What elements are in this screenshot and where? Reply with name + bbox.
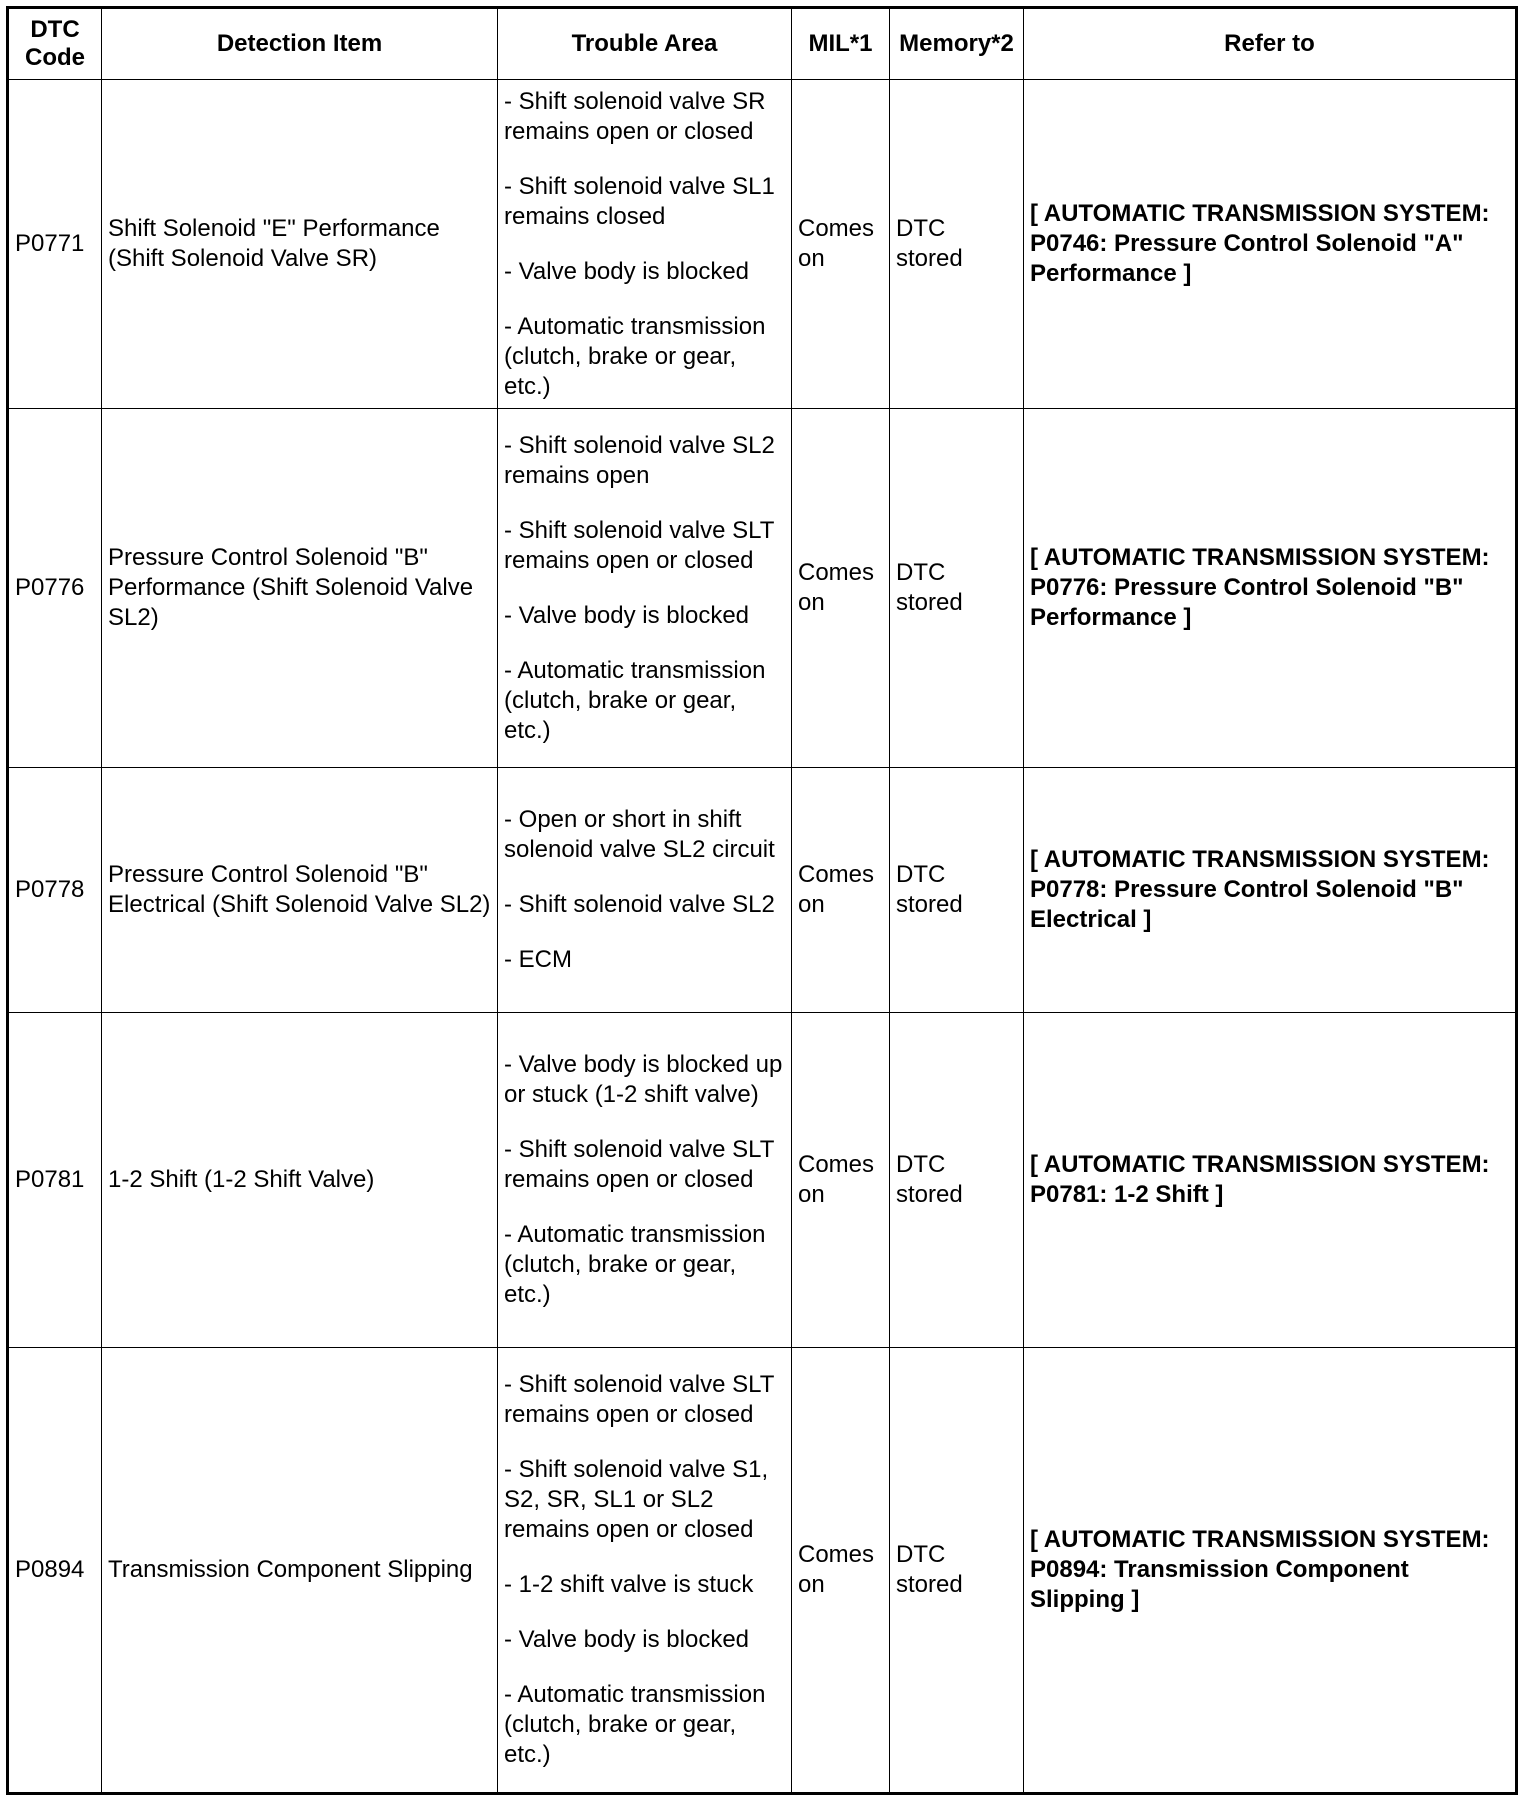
- mil-cell: Comes on: [792, 80, 890, 409]
- trouble-area-item: - Automatic transmission (clutch, brake or gear, etc.): [504, 312, 766, 400]
- refer-to-link[interactable]: [ AUTOMATIC TRANSMISSION SYSTEM: P0894: Transmission Component Slipping ]: [1024, 1348, 1517, 1794]
- detection-item-cell: Shift Solenoid "E" Performance (Shift Solenoid Valve SR): [102, 80, 498, 409]
- table-row: [8, 1348, 1517, 1794]
- trouble-area-item: - Shift solenoid valve S1, S2, SR, SL1 or SL2 remains open or closed: [504, 1456, 769, 1543]
- table-header: [8, 8, 1517, 80]
- mil-cell: Comes on: [792, 768, 890, 1013]
- mil-cell: Comes on: [792, 1013, 890, 1348]
- dtc-table: [6, 6, 1518, 1795]
- header-detection-item: Detection Item: [102, 8, 498, 80]
- dtc-code-cell: P0781: [8, 1013, 102, 1348]
- trouble-area-item: - Automatic transmission (clutch, brake or gear, etc.): [504, 1221, 766, 1308]
- dtc-code-cell: P0771: [8, 80, 102, 409]
- table-row: [8, 1013, 1517, 1348]
- mil-cell: Comes on: [792, 409, 890, 768]
- header-dtc-code: [8, 8, 102, 80]
- trouble-area-item: - ECM: [504, 946, 572, 973]
- trouble-area-cell: [498, 80, 792, 409]
- header-refer-to: Refer to: [1024, 8, 1517, 80]
- trouble-area-item: - Shift solenoid valve SLT remains open or closed: [504, 1371, 774, 1428]
- header-dtc-code-line2: Code: [25, 44, 85, 71]
- trouble-area-item: - Shift solenoid valve SLT remains open or closed: [504, 1136, 774, 1193]
- detection-item-cell: Transmission Component Slipping: [102, 1348, 498, 1794]
- refer-to-link[interactable]: [ AUTOMATIC TRANSMISSION SYSTEM: P0746: Pressure Control Solenoid "A" Performance ]: [1024, 80, 1517, 409]
- header-memory: Memory*2: [890, 8, 1024, 80]
- refer-to-link[interactable]: [ AUTOMATIC TRANSMISSION SYSTEM: P0778: Pressure Control Solenoid "B" Electrical ]: [1024, 768, 1517, 1013]
- trouble-area-item: - Shift solenoid valve SL2 remains open: [504, 431, 775, 489]
- memory-cell: DTC stored: [890, 768, 1024, 1013]
- mil-cell: Comes on: [792, 1348, 890, 1794]
- trouble-area-item: - Shift solenoid valve SL2: [504, 891, 775, 918]
- trouble-area-cell: [498, 768, 792, 1013]
- dtc-code-cell: P0776: [8, 409, 102, 768]
- header-row: [8, 8, 1517, 80]
- trouble-area-item: - Valve body is blocked up or stuck (1-2 shift valve): [504, 1051, 783, 1108]
- refer-to-link[interactable]: [ AUTOMATIC TRANSMISSION SYSTEM: P0781: 1-2 Shift ]: [1024, 1013, 1517, 1348]
- memory-cell: DTC stored: [890, 1013, 1024, 1348]
- trouble-area-item: - Valve body is blocked: [504, 601, 750, 629]
- header-dtc-code-line1: DTC: [30, 16, 80, 43]
- memory-cell: DTC stored: [890, 409, 1024, 768]
- dtc-code-cell: P0778: [8, 768, 102, 1013]
- trouble-area-item: - Automatic transmission (clutch, brake or gear, etc.): [504, 656, 766, 744]
- table-row: [8, 409, 1517, 768]
- header-trouble-area: Trouble Area: [498, 8, 792, 80]
- refer-to-link[interactable]: [ AUTOMATIC TRANSMISSION SYSTEM: P0776: Pressure Control Solenoid "B" Performance ]: [1024, 409, 1517, 768]
- trouble-area-item: - Valve body is blocked: [504, 1626, 750, 1653]
- trouble-area-item: - Open or short in shift solenoid valve SL2 circuit: [504, 806, 775, 863]
- trouble-area-item: - 1-2 shift valve is stuck: [504, 1571, 754, 1598]
- memory-cell: DTC stored: [890, 1348, 1024, 1794]
- detection-item-cell: Pressure Control Solenoid "B" Electrical (Shift Solenoid Valve SL2): [102, 768, 498, 1013]
- detection-item-cell: 1-2 Shift (1-2 Shift Valve): [102, 1013, 498, 1348]
- detection-item-cell: Pressure Control Solenoid "B" Performance (Shift Solenoid Valve SL2): [102, 409, 498, 768]
- trouble-area-item: - Valve body is blocked: [504, 257, 750, 285]
- trouble-area-cell: [498, 1013, 792, 1348]
- table-body: [8, 80, 1517, 1794]
- dtc-code-cell: P0894: [8, 1348, 102, 1794]
- trouble-area-item: - Shift solenoid valve SLT remains open or closed: [504, 516, 774, 574]
- table-row: [8, 768, 1517, 1013]
- trouble-area-item: - Shift solenoid valve SL1 remains closed: [504, 172, 775, 230]
- trouble-area-item: - Shift solenoid valve SR remains open or closed: [504, 87, 766, 145]
- header-mil: MIL*1: [792, 8, 890, 80]
- table-row: [8, 80, 1517, 409]
- trouble-area-cell: [498, 1348, 792, 1794]
- trouble-area-cell: [498, 409, 792, 768]
- trouble-area-item: - Automatic transmission (clutch, brake or gear, etc.): [504, 1681, 766, 1768]
- memory-cell: DTC stored: [890, 80, 1024, 409]
